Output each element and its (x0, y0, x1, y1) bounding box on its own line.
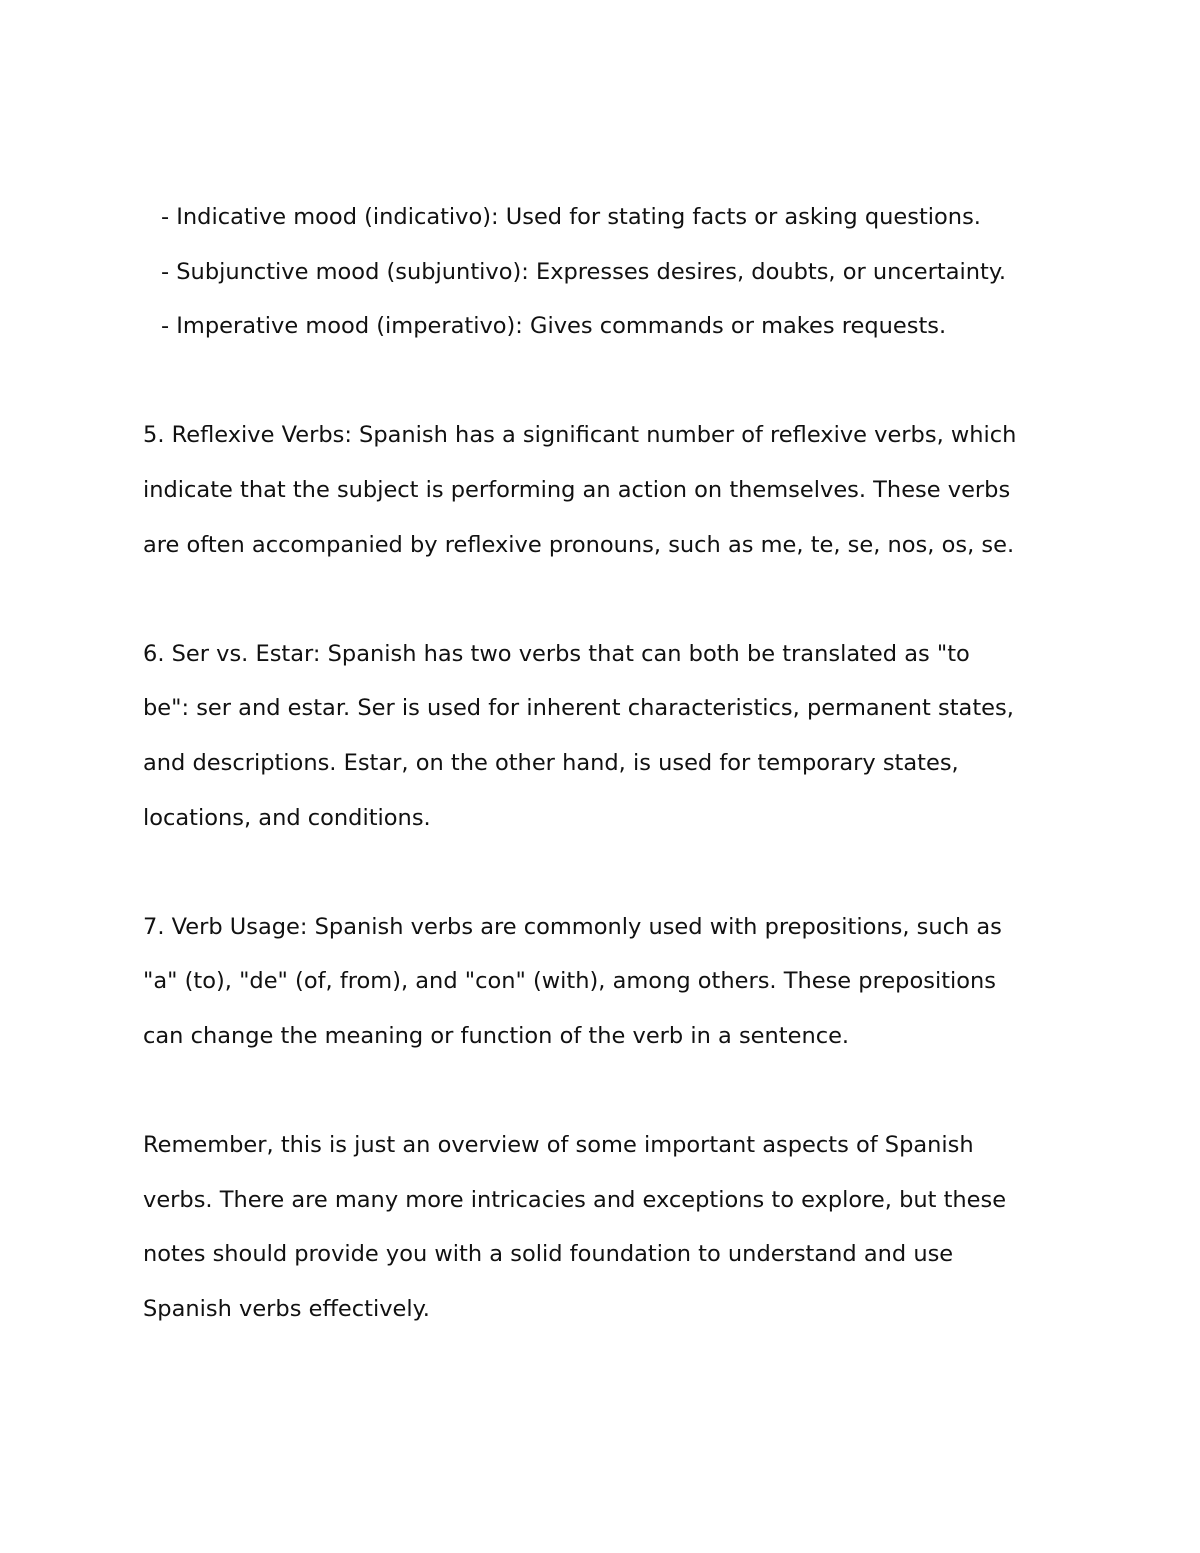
mood-list (143, 190, 1083, 354)
paragraph-spacer (143, 354, 1083, 409)
list-item-imperative: - Imperative mood (imperativo): Gives commands or makes requests. (161, 313, 947, 340)
paragraph-line: locations, and conditions. (143, 804, 431, 831)
paragraph-line: verbs. There are many more intricacies and exceptions to explore, but these (143, 1186, 1007, 1213)
paragraph-ser-vs-estar (143, 627, 1083, 845)
list-item-indicative: - Indicative mood (indicativo): Used for stating facts or asking questions. (161, 204, 981, 230)
paragraph-line: Remember, this is just an overview of some important aspects of Spanish (143, 1132, 974, 1159)
paragraph-line: 5. Reflexive Verbs: Spanish has a significant number of reflexive verbs, which (143, 422, 1017, 449)
paragraph-line: indicate that the subject is performing an action on themselves. These verbs (143, 476, 1011, 503)
paragraph-line: notes should provide you with a solid foundation to understand and use (143, 1241, 954, 1268)
paragraph-closing (143, 1118, 1083, 1336)
paragraph-spacer (143, 1064, 1083, 1119)
document-body (143, 190, 1083, 1336)
list-item-subjunctive: - Subjunctive mood (subjuntivo): Expresses desires, doubts, or uncertainty. (161, 258, 1007, 285)
paragraph-line: are often accompanied by reflexive pronouns, such as me, te, se, nos, os, se. (143, 531, 1015, 558)
paragraph-line: 7. Verb Usage: Spanish verbs are commonly used with prepositions, such as (143, 913, 1002, 940)
paragraph-verb-usage (143, 900, 1083, 1064)
paragraph-line: be": ser and estar. Ser is used for inherent characteristics, permanent states, (143, 695, 1014, 722)
paragraph-line: "a" (to), "de" (of, from), and "con" (with), among others. These prepositions (143, 968, 997, 995)
paragraph-spacer (143, 845, 1083, 900)
paragraph-line: 6. Ser vs. Estar: Spanish has two verbs that can both be translated as "to (143, 640, 970, 667)
paragraph-line: Spanish verbs effectively. (143, 1295, 430, 1322)
paragraph-line: can change the meaning or function of the verb in a sentence. (143, 1022, 850, 1049)
paragraph-spacer (143, 572, 1083, 627)
paragraph-line: and descriptions. Estar, on the other hand, is used for temporary states, (143, 749, 959, 776)
paragraph-reflexive-verbs (143, 408, 1083, 572)
